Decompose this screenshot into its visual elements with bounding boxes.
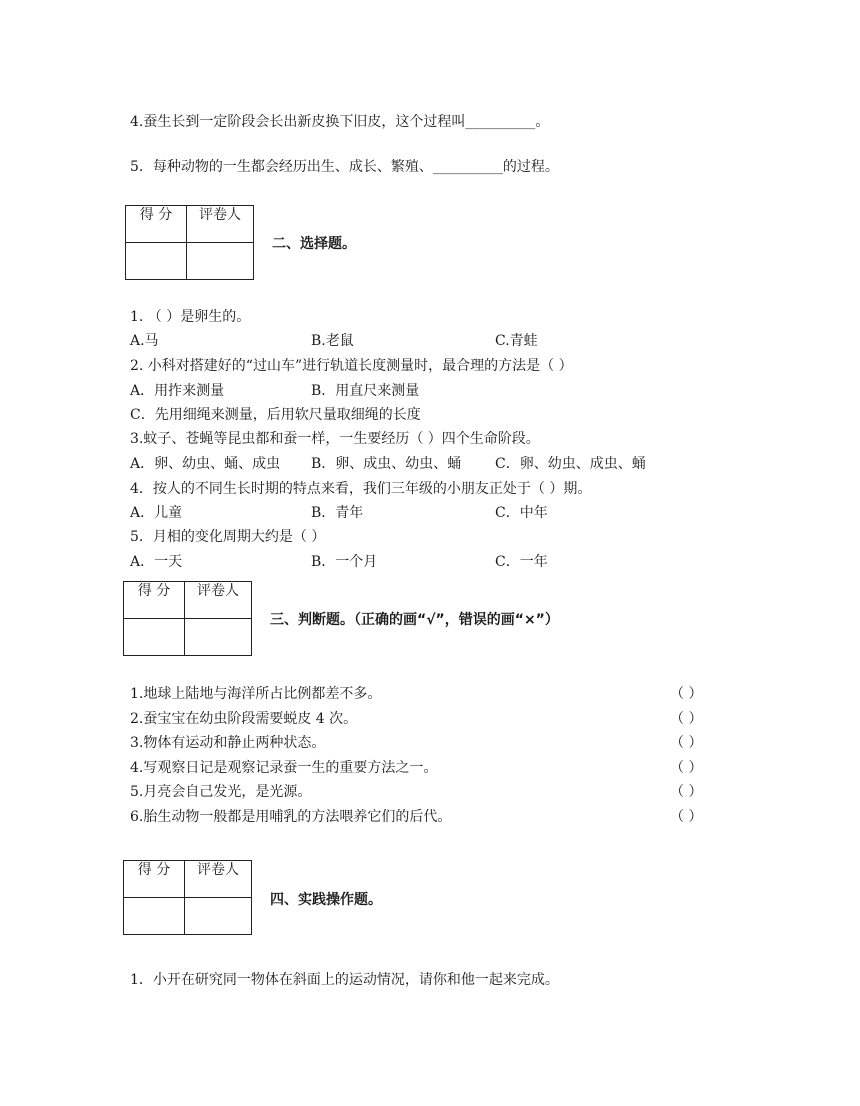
answer-bracket[interactable]: （ ） <box>670 809 703 825</box>
answer-bracket[interactable]: （ ） <box>670 760 703 776</box>
choice-q2-option-a: A．用拃来测量 <box>130 383 225 399</box>
choice-q1-option-b: B.老鼠 <box>311 333 354 349</box>
judge-item-4: 4.写观察日记是观察记录蚕一生的重要方法之一。 <box>130 760 438 776</box>
section-title-practice: 四、实践操作题。 <box>270 892 382 908</box>
choice-question-4: 4．按人的不同生长时期的特点来看，我们三年级的小朋友正处于（ ）期。 <box>130 481 592 497</box>
section-title-judge: 三、判断题。（正确的画“√”，错误的画“×”） <box>270 612 559 628</box>
judge-item-5: 5.月亮会自己发光，是光源。 <box>130 784 312 800</box>
choice-q2-option-b: B．用直尺来测量 <box>311 383 420 399</box>
score-box <box>123 860 252 935</box>
judge-item-2: 2.蚕宝宝在幼虫阶段需要蜕皮 4 次。 <box>130 711 358 727</box>
score-cell[interactable] <box>124 898 185 935</box>
choice-q4-option-c: C．中年 <box>495 505 548 521</box>
score-label: 得 分 <box>124 582 185 619</box>
score-label: 得 分 <box>124 861 185 898</box>
section-title-choice: 二、选择题。 <box>272 236 356 252</box>
choice-question-3: 3.蚊子、苍蝇等昆虫都和蚕一样，一生要经历（ ）四个生命阶段。 <box>130 431 540 447</box>
choice-q5-option-b: B．一个月 <box>311 554 378 570</box>
grader-label: 评卷人 <box>185 861 252 898</box>
choice-question-5: 5．月相的变化周期大约是（ ） <box>130 529 326 545</box>
grader-label: 评卷人 <box>187 206 254 243</box>
judge-item-3: 3.物体有运动和静止两种状态。 <box>130 735 326 751</box>
judge-item-1: 1.地球上陆地与海洋所占比例都差不多。 <box>130 686 382 702</box>
choice-q1-option-c: C.青蛙 <box>495 333 538 349</box>
choice-q5-option-a: A．一天 <box>130 554 183 570</box>
practice-question-1: 1．小开在研究同一物体在斜面上的运动情况，请你和他一起来完成。 <box>130 972 559 988</box>
score-box <box>123 581 252 656</box>
answer-bracket[interactable]: （ ） <box>670 784 703 800</box>
score-label: 得 分 <box>126 206 187 243</box>
judge-item-6: 6.胎生动物一般都是用哺乳的方法喂养它们的后代。 <box>130 809 452 825</box>
grader-cell[interactable] <box>187 243 254 280</box>
score-cell[interactable] <box>124 619 185 656</box>
choice-q1-option-a: A.马 <box>130 333 159 349</box>
answer-bracket[interactable]: （ ） <box>670 735 703 751</box>
choice-q3-option-a: A．卵、幼虫、蛹、成虫 <box>130 456 281 472</box>
score-box <box>125 205 254 280</box>
choice-q4-option-b: B．青年 <box>311 505 364 521</box>
score-cell[interactable] <box>126 243 187 280</box>
answer-bracket[interactable]: （ ） <box>670 711 703 727</box>
grader-label: 评卷人 <box>185 582 252 619</box>
fill-question-4: 4.蚕生长到一定阶段会长出新皮换下旧皮，这个过程叫__________。 <box>130 114 550 130</box>
grader-cell[interactable] <box>185 898 252 935</box>
choice-question-2: 2. 小科对搭建好的“过山车”进行轨道长度测量时，最合理的方法是（ ） <box>130 358 573 374</box>
choice-q2-option-c: C．先用细绳来测量，后用软尺量取细绳的长度 <box>130 407 421 423</box>
choice-q3-option-b: B．卵、成虫、幼虫、蛹 <box>311 456 462 472</box>
choice-q5-option-c: C．一年 <box>495 554 548 570</box>
choice-q3-option-c: C．卵、幼虫、成虫、蛹 <box>495 456 646 472</box>
answer-bracket[interactable]: （ ） <box>670 686 703 702</box>
fill-question-5: 5．每种动物的一生都会经历出生、成长、繁殖、__________的过程。 <box>130 159 559 175</box>
choice-q4-option-a: A．儿童 <box>130 505 183 521</box>
choice-question-1: 1. （ ）是卵生的。 <box>130 309 251 325</box>
grader-cell[interactable] <box>185 619 252 656</box>
